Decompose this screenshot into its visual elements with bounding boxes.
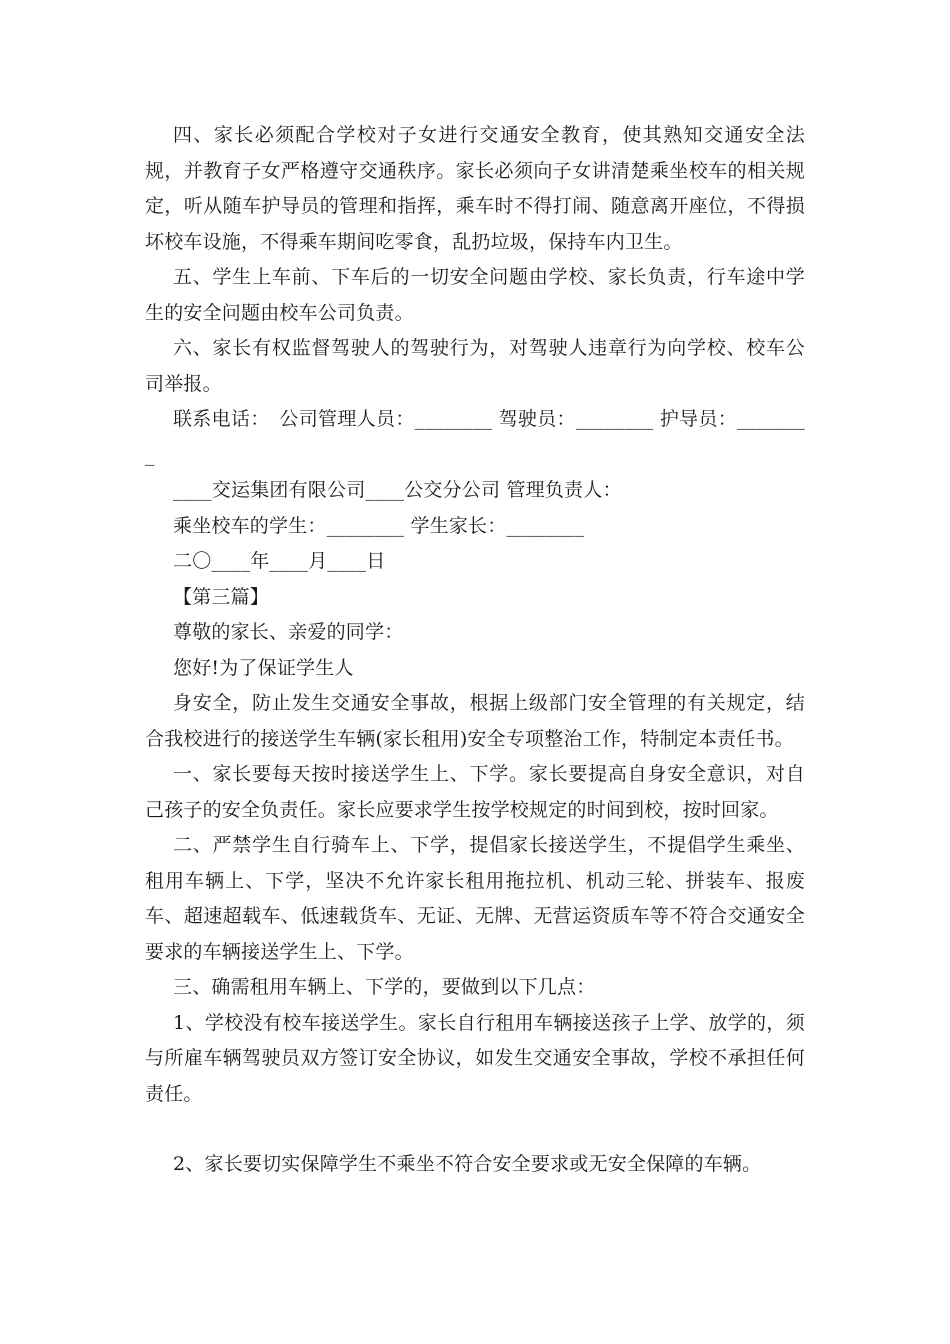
paragraph-item-6: 六、家长有权监督驾驶人的驾驶行为，对驾驶人违章行为向学校、校车公司举报。 — [145, 337, 805, 395]
hello-line: 您好!为了保证学生人 — [173, 656, 354, 679]
greeting-line: 尊敬的家长、亲爱的同学： — [173, 621, 404, 643]
paragraph-item-3: 三、确需租用车辆上、下学的，要做到以下几点： — [173, 976, 596, 998]
signers-line: 乘坐校车的学生：________ 学生家长：________ — [173, 514, 585, 537]
subitem-1: 1、学校没有校车接送学生。家长自行租用车辆接送孩子上学、放学的，须与所雇车辆驾驶员双方签订安全协议，如发生交通安全事故，学校不承担任何责任。 — [145, 1011, 805, 1105]
intro-paragraph: 身安全，防止发生交通安全事故，根据上级部门安全管理的有关规定，结合我校进行的接送学生车辆(家长租用)安全专项整治工作，特制定本责任书。 — [145, 692, 805, 750]
paragraph-item-5: 五、学生上车前、下车后的一切安全问题由学校、家长负责，行车途中学生的安全问题由校车公司负责。 — [145, 266, 805, 324]
paragraph-item-4: 四、家长必须配合学校对子女进行交通安全教育，使其熟知交通安全法规，并教育子女严格遵守交通秩序。家长必须向子女讲清楚乘坐校车的相关规定，听从随车护导员的管理和指挥，乘车时不得打闹、随意离开座位，不得损坏校车设施，不得乘车期间吃零食，乱扔垃圾，保持车内卫生。 — [145, 124, 805, 253]
document-page — [145, 118, 805, 1183]
company-signature-line: ____交运集团有限公司____公交分公司 管理负责人： — [173, 479, 622, 501]
paragraph-item-1: 一、家长要每天按时接送学生上、下学。家长要提高自身安全意识，对自己孩子的安全负责任。家长应要求学生按学校规定的时间到校，按时回家。 — [145, 763, 805, 821]
blank-spacer — [145, 1112, 805, 1147]
section-heading: 【第三篇】 — [173, 585, 270, 608]
paragraph-item-2: 二、严禁学生自行骑车上、下学，提倡家长接送学生，不提倡学生乘坐、租用车辆上、下学，坚决不允许家长租用拖拉机、机动三轮、拼装车、报废车、超速超载车、低速载货车、无证、无牌、无营运资质车等不符合交通安全要求的车辆接送学生上、下学。 — [145, 834, 805, 963]
subitem-2: 2、家长要切实保障学生不乘坐不符合安全要求或无安全保障的车辆。 — [173, 1153, 762, 1175]
contact-phone-line: 联系电话： 公司管理人员：________ 驾驶员：________ 护导员：________ — [145, 408, 805, 466]
date-line: 二〇____年____月____日 — [173, 550, 386, 572]
